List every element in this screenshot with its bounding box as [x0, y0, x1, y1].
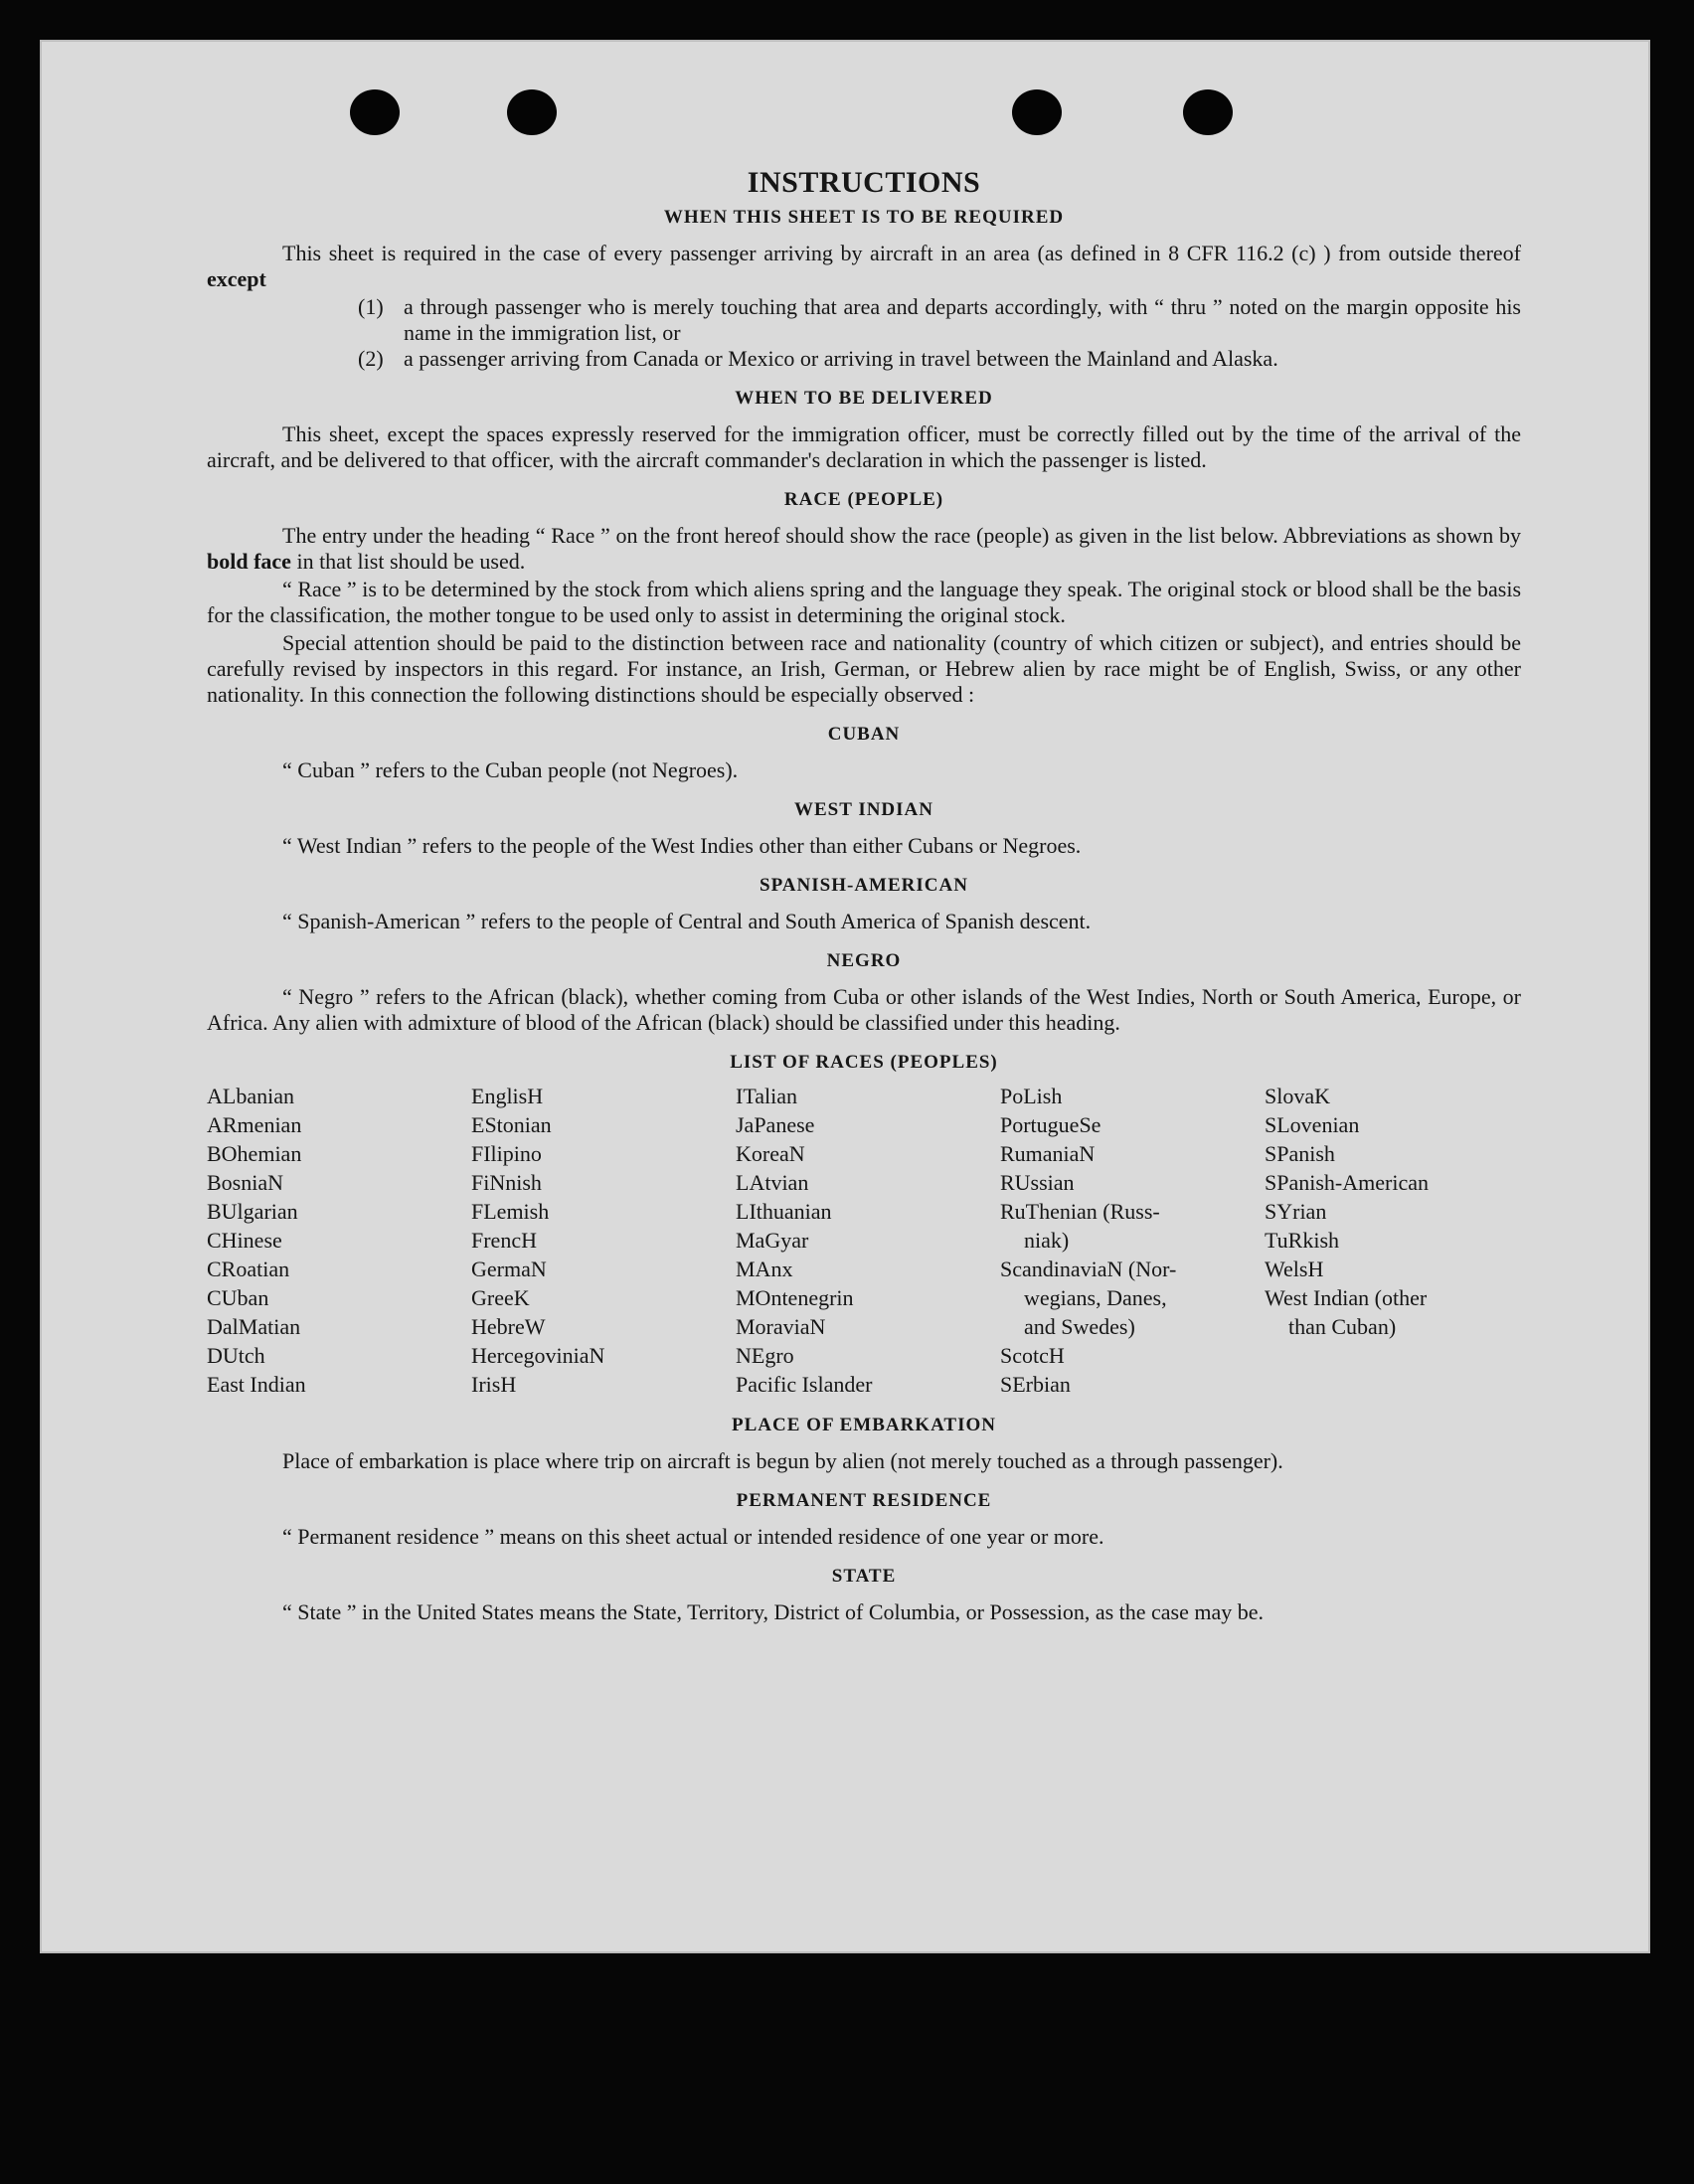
race-entry: than Cuban)	[1288, 1314, 1397, 1339]
heading-when-delivered: WHEN TO BE DELIVERED	[735, 388, 993, 409]
race-entry: SErbian	[1000, 1372, 1071, 1397]
west-indian-text: “ West Indian ” refers to the people of the West Indies other than either Cubans or Negroes.	[282, 833, 1082, 858]
heading-embarkation: PLACE OF EMBARKATION	[732, 1415, 996, 1435]
instructions-content	[207, 165, 1521, 1627]
race-entry: CRoatian	[207, 1257, 290, 1281]
heading-cuban: CUBAN	[827, 724, 901, 745]
state-text: “ State ” in the United States means the State, Territory, District of Columbia, or Possession, as the case may be.	[282, 1599, 1265, 1624]
race-entry: HercegoviniaN	[471, 1343, 605, 1368]
race-entry: SLovenian	[1265, 1112, 1360, 1137]
race-entry: FIlipino	[471, 1141, 542, 1166]
race-entry: MOntenegrin	[736, 1285, 854, 1310]
race-entry: East Indian	[207, 1372, 306, 1397]
race-entry: RUssian	[1000, 1170, 1075, 1195]
race-entry: NEgro	[736, 1343, 794, 1368]
race-entry: MAnx	[736, 1257, 793, 1281]
race-entry: ScandinaviaN (Nor-	[1000, 1257, 1177, 1281]
race-entry: EStonian	[471, 1112, 552, 1137]
race-entry: ITalian	[736, 1084, 797, 1108]
race-entry: FiNnish	[471, 1170, 542, 1195]
race-entry: SPanish-American	[1265, 1170, 1429, 1195]
race-entry: Pacific Islander	[736, 1372, 873, 1397]
race-entry: MaGyar	[736, 1228, 809, 1253]
race-entry: wegians, Danes,	[1024, 1285, 1167, 1310]
embarkation-text: Place of embarkation is place where trip on aircraft is begun by alien (not merely touched as a through passenger).	[282, 1448, 1283, 1473]
permanent-residence-text: “ Permanent residence ” means on this sheet actual or intended residence of one year or more.	[282, 1524, 1104, 1549]
race-entry: BUlgarian	[207, 1199, 298, 1224]
race-entry: BosniaN	[207, 1170, 283, 1195]
race-paragraph-1: The entry under the heading “ Race ” on the front hereof should show the race (people) as given in the list below. Abbreviations as shown by bold face in that list should be used.	[207, 523, 1521, 574]
race-entry: IrisH	[471, 1372, 517, 1397]
race-entry: HebreW	[471, 1314, 546, 1339]
races-column	[207, 1082, 471, 1399]
exception-item-2: (2) a passenger arriving from Canada or Mexico or arriving in travel between the Mainland and Alaska.	[358, 346, 1278, 371]
race-entry: niak)	[1024, 1228, 1070, 1253]
race-entry: SYrian	[1265, 1199, 1327, 1224]
page-title: INSTRUCTIONS	[747, 166, 981, 199]
spanish-american-text: “ Spanish-American ” refers to the people of Central and South America of Spanish descent.	[282, 909, 1092, 933]
heading-state: STATE	[831, 1566, 897, 1587]
heading-west-indian: WEST INDIAN	[794, 799, 933, 820]
heading-list-of-races: LIST OF RACES (PEOPLES)	[730, 1052, 998, 1073]
heading-negro: NEGRO	[826, 950, 902, 971]
race-entry: West Indian (other	[1265, 1285, 1428, 1310]
negro-text: “ Negro ” refers to the African (black), whether coming from Cuba or other islands of the West Indies, North or South America, Europe, or Africa. Any alien with admixture of blood of the African (black) should be classified under this heading.	[207, 984, 1521, 1035]
punch-hole	[1012, 89, 1062, 135]
race-entry: FLemish	[471, 1199, 550, 1224]
race-entry: ScotcH	[1000, 1343, 1065, 1368]
race-entry: ALbanian	[207, 1084, 294, 1108]
race-entry: BOhemian	[207, 1141, 302, 1166]
heading-permanent-residence: PERMANENT RESIDENCE	[736, 1490, 992, 1511]
exception-item-1: (1) a through passenger who is merely touching that area and departs accordingly, with “ thru ” noted on the margin opposite his name in the immigration list, or	[358, 294, 1521, 345]
race-entry: MoraviaN	[736, 1314, 826, 1339]
race-entry: TuRkish	[1265, 1228, 1340, 1253]
when-required-intro: This sheet is required in the case of every passenger arriving by aircraft in an area (as defined in 8 CFR 116.2 (c) ) from outside thereof except	[207, 241, 1521, 291]
race-entry: WelsH	[1265, 1257, 1324, 1281]
when-delivered-text: This sheet, except the spaces expressly reserved for the immigration officer, must be correctly filled out by the time of the arrival of the aircraft, and be delivered to that officer, with the aircraft commander's declaration in which the passenger is listed.	[207, 421, 1521, 472]
race-entry: SlovaK	[1265, 1084, 1330, 1108]
race-entry: RumaniaN	[1000, 1141, 1096, 1166]
race-entry: GreeK	[471, 1285, 530, 1310]
race-entry: KoreaN	[736, 1141, 805, 1166]
race-entry: FrencH	[471, 1228, 537, 1253]
document-page	[40, 40, 1650, 1953]
race-entry: EnglisH	[471, 1084, 544, 1108]
punch-hole	[350, 89, 400, 135]
race-entry: DUtch	[207, 1343, 265, 1368]
race-entry: ARmenian	[207, 1112, 302, 1137]
race-entry: CHinese	[207, 1228, 282, 1253]
heading-spanish-american: SPANISH-AMERICAN	[760, 875, 968, 896]
cuban-text: “ Cuban ” refers to the Cuban people (not Negroes).	[282, 757, 739, 782]
punch-hole	[507, 89, 557, 135]
heading-when-required: WHEN THIS SHEET IS TO BE REQUIRED	[663, 207, 1065, 228]
races-column	[1265, 1082, 1521, 1399]
races-column	[1000, 1082, 1265, 1399]
races-list	[207, 1082, 1521, 1399]
races-column	[736, 1082, 1000, 1399]
race-entry: SPanish	[1265, 1141, 1335, 1166]
race-entry: CUban	[207, 1285, 269, 1310]
race-entry: LAtvian	[736, 1170, 809, 1195]
punch-hole	[1183, 89, 1233, 135]
heading-race: RACE (PEOPLE)	[783, 489, 944, 510]
races-column	[471, 1082, 736, 1399]
race-entry: JaPanese	[736, 1112, 815, 1137]
race-entry: PortugueSe	[1000, 1112, 1101, 1137]
race-entry: LIthuanian	[736, 1199, 832, 1224]
race-entry: GermaN	[471, 1257, 547, 1281]
race-entry: DalMatian	[207, 1314, 301, 1339]
race-paragraph-3: Special attention should be paid to the distinction between race and nationality (country of which citizen or subject), and entries should be carefully revised by inspectors in this regard. For instance, an Irish, German, or Hebrew alien by race might be of English, Swiss, or any other nationality. In this connection the following distinctions should be especially observed :	[207, 630, 1521, 707]
race-paragraph-2: “ Race ” is to be determined by the stock from which aliens spring and the language they speak. The original stock or blood shall be the basis for the classification, the mother tongue to be used only to assist in determining the original stock.	[207, 577, 1521, 627]
race-entry: PoLish	[1000, 1084, 1063, 1108]
race-entry: and Swedes)	[1024, 1314, 1135, 1339]
race-entry: RuThenian (Russ-	[1000, 1199, 1160, 1224]
